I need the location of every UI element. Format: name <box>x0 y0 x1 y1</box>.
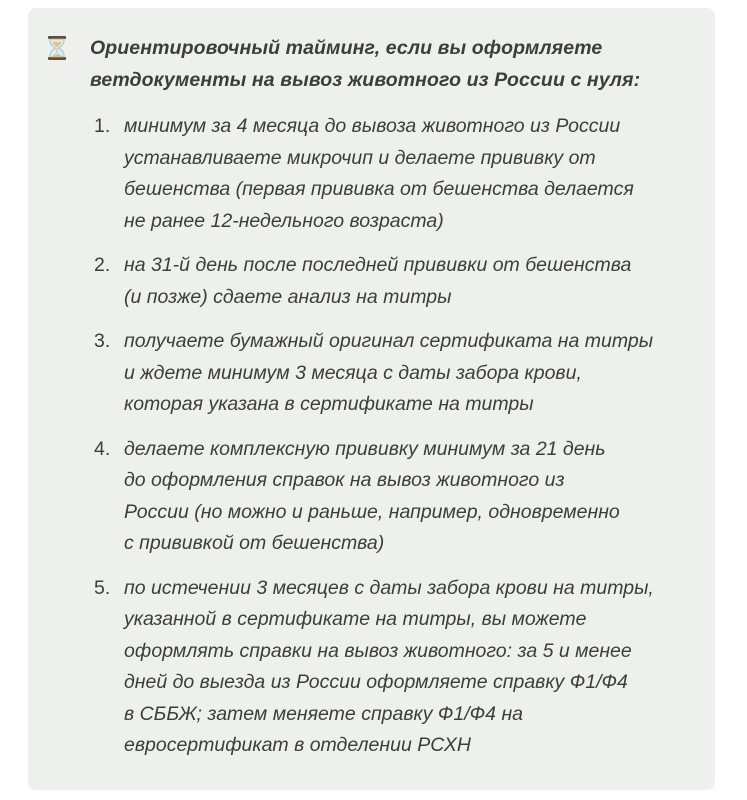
step-line: получаете бумажный оригинал сертификата на титры <box>124 330 654 352</box>
step-line: бешенства (первая прививка от бешенства делается <box>124 178 634 200</box>
step-text <box>124 250 684 313</box>
callout-title-line: ветдокументы на вывоз животного из России с нуля: <box>90 69 641 91</box>
step-number: 3. <box>94 330 111 352</box>
step-text <box>124 111 684 237</box>
step-text <box>124 573 684 762</box>
step-line: делаете комплексную прививку минимум за 21 день <box>124 437 606 460</box>
step-line: до оформления справок на вывоз животного из <box>124 469 565 491</box>
step-item <box>28 326 715 421</box>
step-line: оформлять справки на вывоз животного: за 5 и менее <box>124 639 632 662</box>
step-line: не ранее 12-недельного возраста) <box>124 209 444 232</box>
callout-header <box>46 32 696 96</box>
step-line: указанной в сертификате на титры, вы можете <box>124 608 587 630</box>
callout-card <box>28 8 715 790</box>
hourglass-icon <box>46 35 68 61</box>
step-line: по истечении 3 месяцев с даты забора крови на титры, <box>124 576 654 599</box>
step-line: (и позже) сдаете анализ на титры <box>124 285 452 308</box>
step-line: минимум за 4 месяца до вывоза животного из России <box>124 115 621 137</box>
step-number: 5. <box>94 576 111 599</box>
step-line: России (но можно и раньше, например, одновременно <box>124 500 620 523</box>
step-line: дней до выезда из России оформляете справку Ф1/Ф4 <box>124 671 628 693</box>
step-number: 4. <box>94 437 111 460</box>
step-line: устанавливаете микрочип и делаете прививку от <box>124 146 596 169</box>
step-line: и ждете минимум 3 месяца с даты забора крови, <box>124 361 582 384</box>
step-line: в СББЖ; затем меняете справку Ф1/Ф4 на <box>124 702 524 725</box>
step-item <box>28 573 715 762</box>
step-line: евросертификат в отделении РСХН <box>124 734 471 756</box>
step-number: 2. <box>94 254 111 276</box>
step-number: 1. <box>94 115 111 137</box>
callout-title <box>90 32 640 96</box>
step-line: с прививкой от бешенства) <box>124 532 385 554</box>
step-text <box>124 326 684 421</box>
step-line: на 31-й день после последней прививки от бешенства <box>124 254 632 276</box>
step-item <box>28 111 715 237</box>
steps-list <box>28 111 715 775</box>
step-line: которая указана в сертификате на титры <box>124 393 534 415</box>
step-item <box>28 434 715 560</box>
step-text <box>124 434 684 560</box>
step-item <box>28 250 715 313</box>
callout-title-line: Ориентировочный тайминг, если вы оформляете <box>90 37 603 59</box>
